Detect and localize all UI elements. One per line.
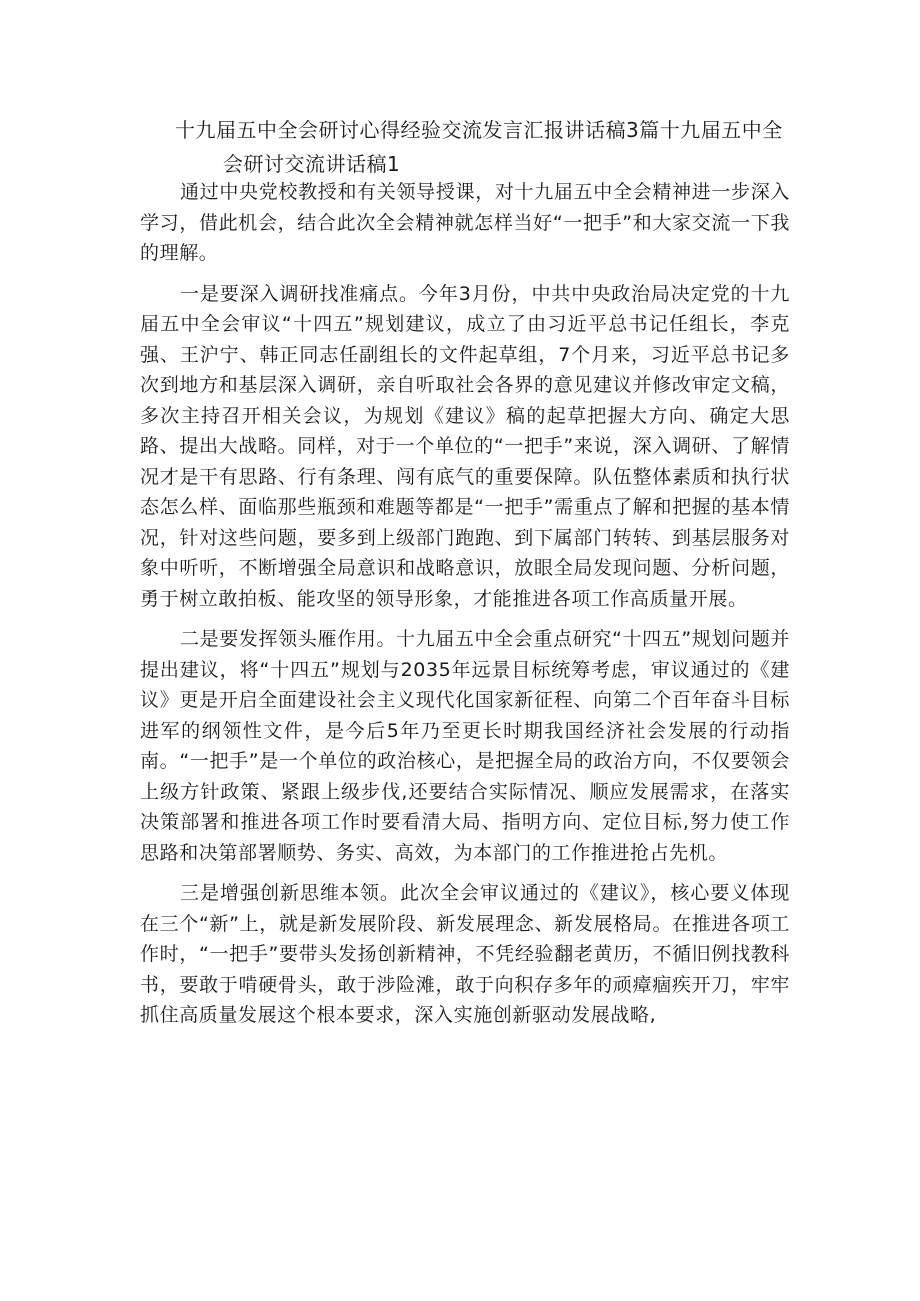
paragraph-point-3: 三是增强创新思维本领。此次全会审议通过的《建议》，核心要义体现在三个“新”上，就是新发展阶段、新发展理念、新发展格局。在推进各项工作时，“一把手”要带头发扬创新精神，不凭经验翻老黄历，不循旧例找教科书，要敢于啃硬骨头，敢于涉险滩，敢于向积存多年的顽瘴痼疾开刀，牢牢抓住高质量发展这个根本要求，深入实施创新驱动发展战略, [140, 882, 790, 1026]
document-title-line2: 会研讨交流讲话稿1 [223, 152, 401, 176]
document-title-line1: 十九届五中全会研讨心得经验交流发言汇报讲话稿3篇十九届五中全 [175, 118, 783, 142]
document-body [140, 177, 790, 1041]
paragraph-point-2: 二是要发挥领头雁作用。十九届五中全会重点研究“十四五”规划问题并提出建议，将“十四五”规划与2035年远景目标统筹考虑，审议通过的《建议》更是开启全面建设社会主义现代化国家新征程、向第二个百年奋斗目标进军的纲领性文件，是今后5年乃至更长时期我国经济社会发展的行动指南。“一把手”是一个单位的政治核心，是把握全局的政治方向，不仅要领会上级方针政策、紧跟上级步伐,还要结合实际情况、顺应发展需求，在落实决策部署和推进各项工作时要看清大局、指明方向、定位目标,努力使工作思路和决第部署顺势、务实、高效，为本部门的工作推进抢占先机。 [140, 628, 790, 864]
paragraph-point-1: 一是要深入调研找准痛点。今年3月份，中共中央政治局决定党的十九届五中全会审议“十四五”规划建议，成立了由习近平总书记任组长，李克强、王沪宁、韩正同志任副组长的文件起草组，7个月来，习近平总书记多次到地方和基层深入调研，亲自听取社会各界的意见建议并修改审定文稿，多次主持召开相关会议，为规划《建议》稿的起草把握大方向、确定大思路、提出大战略。同样，对于一个单位的“一把手”来说，深入调研、了解情况才是干有思路、行有条理、闯有底气的重要保障。队伍整体素质和执行状态怎么样、面临那些瓶颈和难题等都是“一把手”需重点了解和把握的基本情况，针对这些问题，要多到上级部门跑跑、到下属部门转转、到基层服务对象中听听，不断增强全局意识和战略意识，放眼全局发现问题、分析问题，勇于树立敢拍板、能攻坚的领导形象，才能推进各项工作高质量开展。 [140, 282, 790, 610]
document-title [175, 113, 795, 181]
paragraph-intro: 通过中央党校教授和有关领导授课，对十九届五中全会精神进一步深入学习，借此机会，结合此次全会精神就怎样当好“一把手”和大家交流一下我的理解。 [140, 181, 790, 264]
